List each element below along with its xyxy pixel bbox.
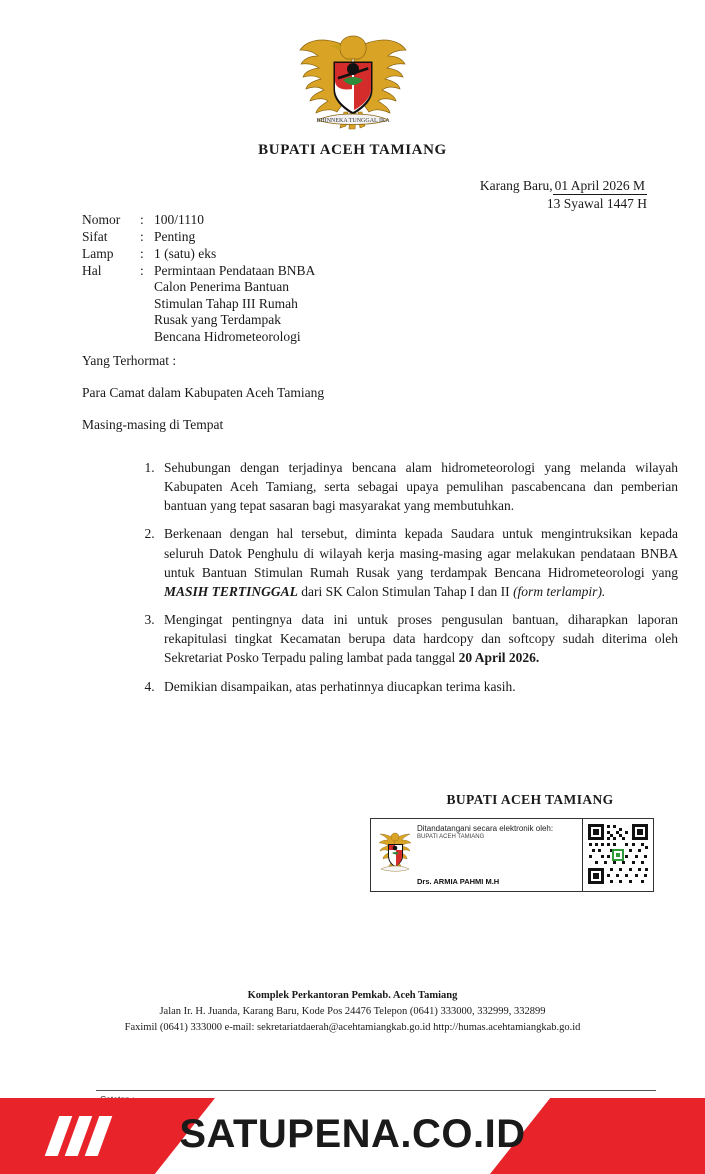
list-item (158, 677, 678, 696)
meta-row-nomor (82, 212, 592, 228)
signature-title: BUPATI ACEH TAMIANG (446, 792, 614, 807)
recipient-place: Masing-masing di Tempat (82, 417, 224, 433)
page-title: BUPATI ACEH TAMIANG (258, 142, 447, 158)
body-item-2-emphasis: MASIH TERTINGGAL (164, 583, 298, 599)
esign-details (371, 819, 582, 891)
date-block (480, 178, 647, 212)
meta-colon: : (140, 229, 144, 244)
meta-colon: : (140, 246, 144, 261)
meta-label: Sifat (82, 229, 108, 244)
hal-line-5: Bencana Hidrometeorologi (154, 328, 301, 344)
salutation: Yang Terhormat : (82, 353, 177, 368)
date-place: Karang Baru, (479, 178, 553, 193)
footer-line-3: Faximil (0641) 333000 e-mail: sekretariatdaerah@acehtamiangkab.go.id http://humas.acehtamiangkab.go.id (124, 1021, 581, 1033)
body-item-2-italic: (form terlampir). (513, 583, 606, 599)
qr-code-icon (585, 821, 651, 887)
meta-label: Nomor (82, 212, 121, 227)
garuda-pancasila-icon (375, 830, 415, 874)
meta-row-lampiran (82, 246, 592, 262)
recipient: Para Camat dalam Kabupaten Aceh Tamiang (82, 385, 325, 401)
meta-label: Lamp (82, 246, 114, 261)
list-item (158, 524, 678, 601)
body-item-1: Sehubungan dengan terjadinya bencana alam hidrometeorologi yang melanda wilayah Kabupaten Aceh Tamiang, serta sebagai upaya pemulihan pascabencana dan pemberian bantuan yang tepat sasaran bagi masyarakat yang membutuhkan. (164, 460, 678, 514)
body-item-4: Demikian disampaikan, atas perhatinnya diucapkan terima kasih. (164, 678, 516, 694)
brand-watermark: SATUPENA.CO.ID (179, 1112, 526, 1156)
electronic-signature-box (370, 818, 654, 892)
watermark-banner (0, 1098, 705, 1174)
esign-line-2: BUPATI ACEH TAMIANG (417, 834, 485, 840)
body-item-3a: Mengingat pentingnya data ini untuk proses pengusulan bantuan, diharapkan laporan rekapitulasi tingkat Kecamatan berupa data hardcopy dan softcopy sudah diterima oleh Sekretariat Posko Terpadu paling lambat pada tanggal (164, 612, 678, 666)
date-hijri: 13 Syawal 1447 H (546, 196, 647, 211)
footer-line-2: Jalan Ir. H. Juanda, Karang Baru, Kode Pos 24476 Telepon (0641) 333000, 332999, 332899 (159, 1005, 546, 1017)
document-footer (0, 988, 705, 1035)
date-masehi: 01 April 2026 M (554, 178, 645, 193)
meta-colon: : (140, 212, 144, 227)
list-item (158, 458, 678, 515)
hal-line-3: Stimulan Tahap III Rumah (154, 295, 298, 311)
body-list (132, 458, 678, 705)
meta-value-nomor: 100/1110 (154, 212, 204, 227)
hal-line-1: Permintaan Pendataan BNBA (154, 263, 316, 278)
signer-name: Drs. ARMIA PAHMI M.H (417, 877, 500, 886)
meta-row-sifat (82, 229, 592, 245)
body-item-2a: Berkenaan dengan hal tersebut, diminta kepada Saudara untuk mengintruksikan kepada seluruh Datok Penghulu di wilayah kerja masing-masing agar melakukan pendataan BNBA untuk Bantuan Stimulan Rumah Rusak yang terdampak Bencana Hidrometeorologi yang (164, 526, 678, 580)
divider (582, 819, 583, 891)
body-item-3-deadline: 20 April 2026. (458, 650, 540, 666)
letterhead (0, 28, 705, 136)
esign-line-1: Ditandatangani secara elektronik oleh: (417, 824, 554, 833)
meta-value-lampiran: 1 (satu) eks (154, 246, 217, 261)
garuda-pancasila-icon (294, 28, 412, 136)
letter-meta (82, 212, 592, 346)
hal-line-4: Rusak yang Terdampak (154, 312, 282, 328)
divider (96, 1090, 656, 1091)
svg-text:BHINNEKA TUNGGAL IKA: BHINNEKA TUNGGAL IKA (315, 118, 390, 124)
meta-label: Hal (82, 263, 102, 278)
address-block (82, 352, 324, 435)
meta-colon: : (140, 263, 144, 278)
meta-row-hal (82, 263, 592, 345)
body-item-2b: dari SK Calon Stimulan Tahap I dan II (297, 583, 514, 599)
footer-line-1: Komplek Perkantoran Pemkab. Aceh Tamiang (247, 990, 458, 1001)
meta-value-sifat: Penting (154, 229, 196, 244)
meta-value-hal (154, 263, 386, 345)
list-item (158, 610, 678, 667)
hal-line-2: Calon Penerima Bantuan (154, 279, 289, 295)
